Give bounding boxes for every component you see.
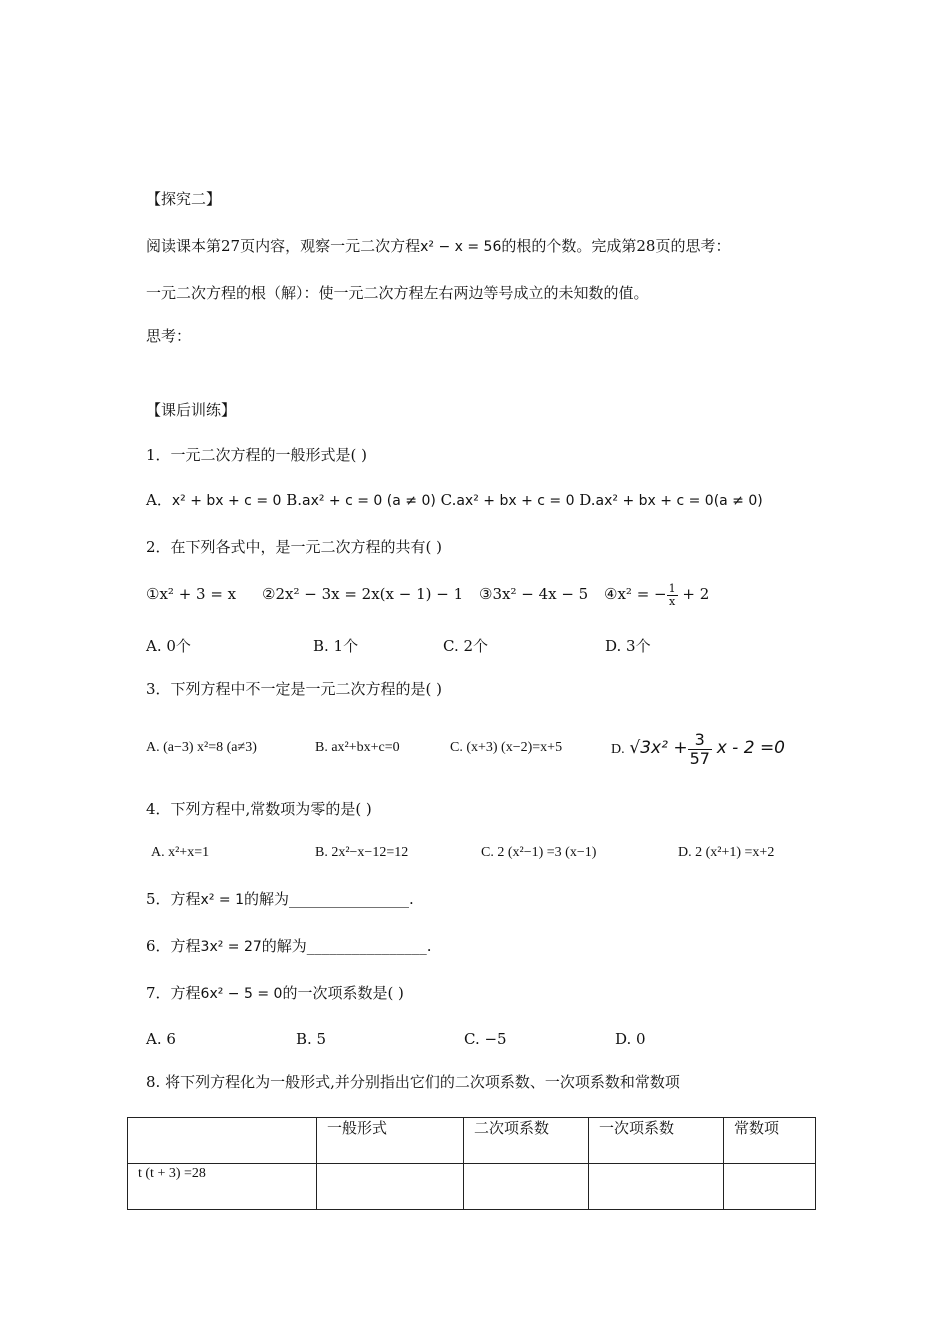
explore-text-a: 阅读课本第27页内容，观察一元二次方程 bbox=[146, 237, 421, 255]
q3-option-d-label: D. bbox=[611, 742, 625, 757]
q2-option-a: A. 0个 bbox=[146, 637, 191, 655]
q1-option-d: ax² + bx + c = 0(a ≠ 0) bbox=[595, 493, 763, 509]
q4-option-b: B. 2x²−x−12=12 bbox=[315, 845, 409, 860]
q4-option-d: D. 2 (x²+1) =x+2 bbox=[678, 845, 775, 860]
q3-option-b: B. ax²+bx+c=0 bbox=[315, 740, 400, 755]
question-1-stem: 1．一元二次方程的一般形式是( ) bbox=[146, 446, 368, 464]
q7-option-b: B. 5 bbox=[296, 1030, 327, 1048]
q2-option-c: C. 2个 bbox=[443, 637, 489, 655]
equation-x2-x-56: x² − x = 56 bbox=[420, 239, 502, 255]
question-1-options bbox=[146, 490, 763, 511]
table-cell-equation: t (t + 3) =28 bbox=[128, 1164, 317, 1210]
q1-option-a: x² + bx + c = 0 bbox=[171, 493, 282, 509]
q1-option-c: ax² + bx + c = 0 bbox=[456, 493, 575, 509]
q2-formula-4-denominator: x bbox=[668, 594, 676, 608]
root-definition: 一元二次方程的根（解）：使一元二次方程左右两边等号成立的未知数的值。 bbox=[146, 284, 649, 302]
table-header-cell: 常数项 bbox=[724, 1118, 816, 1164]
table-header-cell: 二次项系数 bbox=[464, 1118, 589, 1164]
question-5 bbox=[146, 889, 414, 910]
explore-text-b: 的根的个数。完成第28页的思考： bbox=[501, 237, 731, 255]
section-heading-practice: 【课后训练】 bbox=[146, 401, 237, 419]
question-4-stem: 4．下列方程中,常数项为零的是( ) bbox=[146, 800, 372, 818]
q5-equation: x² = 1 bbox=[200, 892, 244, 908]
table-row bbox=[128, 1164, 816, 1210]
q4-option-a: A. x²+x=1 bbox=[151, 845, 210, 860]
table-header-row bbox=[128, 1118, 816, 1164]
question-2-stem: 2．在下列各式中，是一元二次方程的共有( ) bbox=[146, 538, 443, 556]
q7-suffix: 的一次项系数是( ) bbox=[282, 984, 404, 1002]
q1-option-c-label: C. bbox=[440, 491, 457, 509]
question-6 bbox=[146, 936, 432, 957]
q2-formula-4-numerator: 1 bbox=[668, 581, 676, 595]
question-3-stem: 3．下列方程中不一定是一元二次方程的是( ) bbox=[146, 680, 443, 698]
table-cell-linear-coef[interactable] bbox=[589, 1164, 724, 1210]
question-7 bbox=[146, 983, 404, 1004]
q7-option-a: A. 6 bbox=[146, 1030, 176, 1048]
section-heading-explore-2: 【探究二】 bbox=[146, 190, 222, 208]
q6-prefix: 6．方程 bbox=[146, 937, 201, 955]
q3-option-d-left: √3x² + bbox=[629, 738, 688, 758]
q2-formula-2: ②2x² − 3x = 2x(x − 1) − 1 bbox=[262, 585, 464, 603]
q6-equation: 3x² = 27 bbox=[200, 939, 262, 955]
q2-formula-1: ①x² + 3 = x bbox=[146, 585, 237, 603]
explore-line-1 bbox=[146, 236, 730, 257]
q5-prefix: 5．方程 bbox=[146, 890, 201, 908]
table-header-cell: 一次项系数 bbox=[589, 1118, 724, 1164]
q7-prefix: 7．方程 bbox=[146, 984, 201, 1002]
q7-option-d: D. 0 bbox=[615, 1030, 646, 1048]
q3-option-c: C. (x+3) (x−2)=x+5 bbox=[450, 740, 563, 755]
q2-formula-4-left: ④x² = − bbox=[604, 585, 667, 603]
table-header-cell bbox=[128, 1118, 317, 1164]
q2-formula-4-right: + 2 bbox=[682, 585, 710, 603]
q4-option-c: C. 2 (x²−1) =3 (x−1) bbox=[481, 845, 597, 860]
q3-option-d-fraction bbox=[688, 731, 712, 768]
q2-formula-4-fraction bbox=[667, 583, 678, 608]
q8-answer-table bbox=[127, 1117, 816, 1210]
q2-option-d: D. 3个 bbox=[605, 637, 651, 655]
q6-suffix: 的解为________________. bbox=[261, 937, 432, 955]
q5-suffix: 的解为________________. bbox=[243, 890, 414, 908]
question-8-stem: 8. 将下列方程化为一般形式,并分别指出它们的二次项系数、一次项系数和常数项 bbox=[146, 1073, 680, 1091]
table-cell-general-form[interactable] bbox=[317, 1164, 464, 1210]
q7-equation: 6x² − 5 = 0 bbox=[200, 986, 283, 1002]
q3-option-a: A. (a−3) x²=8 (a≠3) bbox=[146, 740, 257, 755]
q2-formula-3: ③3x² − 4x − 5 bbox=[479, 585, 589, 603]
q7-option-c: C. −5 bbox=[464, 1030, 507, 1048]
table-cell-constant[interactable] bbox=[724, 1164, 816, 1210]
table-cell-quadratic-coef[interactable] bbox=[464, 1164, 589, 1210]
q3-option-d bbox=[611, 725, 785, 773]
q3-option-d-right: x - 2 =0 bbox=[716, 738, 786, 758]
q1-option-d-label: D. bbox=[579, 491, 596, 509]
q3-option-d-denominator: 57 bbox=[689, 748, 710, 768]
q2-formula-4 bbox=[604, 578, 709, 610]
think-label: 思考： bbox=[146, 327, 192, 345]
q1-option-a-label: A． bbox=[146, 491, 172, 509]
q3-option-d-numerator: 3 bbox=[688, 731, 712, 750]
q2-option-b: B. 1个 bbox=[313, 637, 359, 655]
q1-option-b-label: B. bbox=[286, 491, 302, 509]
table-header-cell: 一般形式 bbox=[317, 1118, 464, 1164]
q1-option-b: ax² + c = 0 (a ≠ 0) bbox=[302, 493, 436, 509]
